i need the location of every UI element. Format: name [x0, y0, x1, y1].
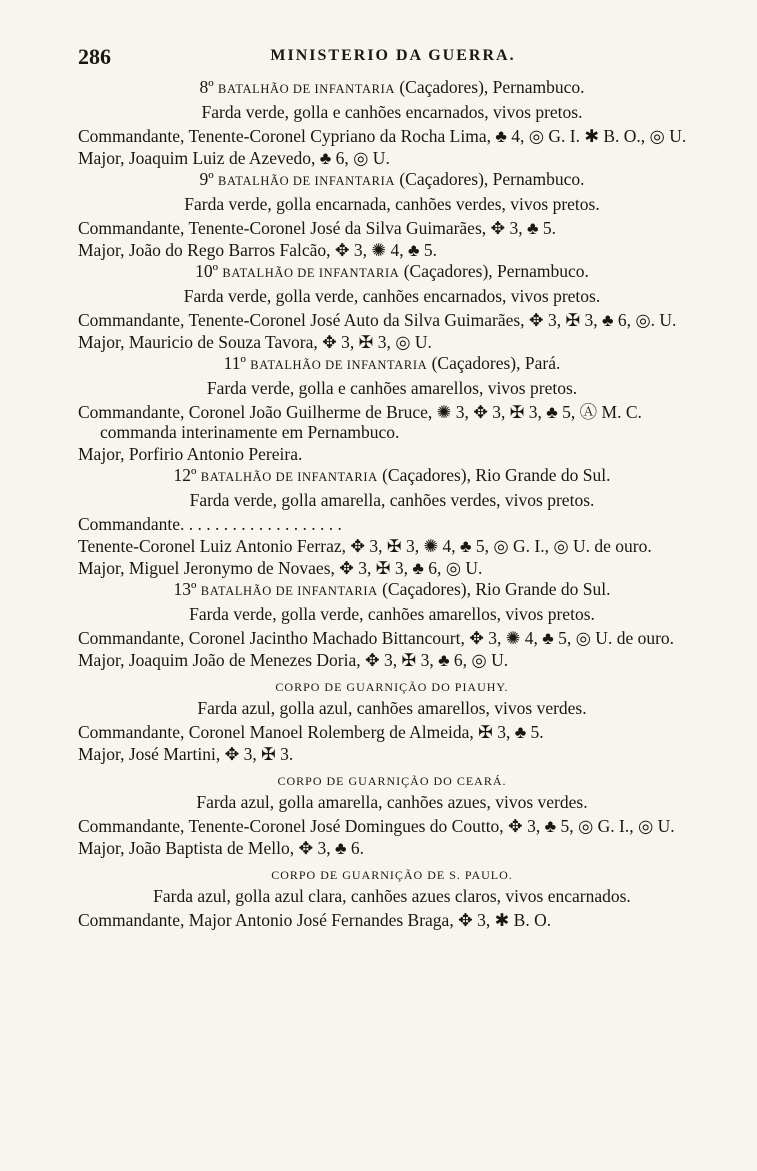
officer-entry: Major, Joaquim João de Menezes Doria, ✥ 3, ✠ 3, ♣ 6, ◎ U.	[78, 650, 509, 670]
battalion-section	[78, 352, 706, 464]
officer-entry: Commandante, Major Antonio José Fernandes Braga, ✥ 3, ✱ B. O.	[78, 910, 552, 930]
section-number: 12º	[173, 465, 197, 485]
section-title	[78, 168, 706, 193]
battalion-section	[78, 464, 706, 578]
battalion-section	[78, 168, 706, 260]
uniform-description: Farda verde, golla verde, canhões encarnados, vivos pretos.	[183, 286, 601, 306]
corps-section	[78, 771, 706, 858]
section-location: (Caçadores), Rio Grande do Sul.	[382, 465, 611, 485]
officer-entry: Commandante, Coronel Jacintho Machado Bittancourt, ✥ 3, ✺ 4, ♣ 5, ◎ U. de ouro.	[78, 628, 675, 648]
page-header	[78, 44, 708, 70]
corps-title: CORPO DE GUARNIÇÃO DO PIAUHY.	[275, 680, 509, 694]
officer-entry: Commandante, Tenente-Coronel José da Silva Guimarães, ✥ 3, ♣ 5.	[78, 218, 557, 238]
section-name: BATALHÃO DE INFANTARIA	[218, 174, 395, 188]
corps-title: CORPO DE GUARNIÇÃO DO CEARÁ.	[277, 774, 507, 788]
officer-entry: Commandante. . . . . . . . . . . . . . . . . . .	[78, 514, 342, 534]
officer-entry: Commandante, Tenente-Coronel José Domingues do Coutto, ✥ 3, ♣ 5, ◎ G. I., ◎ U.	[78, 816, 675, 836]
section-number: 8º	[199, 77, 214, 97]
officer-entry: Tenente-Coronel Luiz Antonio Ferraz, ✥ 3, ✠ 3, ✺ 4, ♣ 5, ◎ G. I., ◎ U. de ouro.	[78, 536, 652, 556]
section-number: 11º	[223, 353, 246, 373]
section-title	[78, 578, 706, 603]
officer-entry: Commandante, Coronel Manoel Rolemberg de Almeida, ✠ 3, ♣ 5.	[78, 722, 544, 742]
section-location: (Caçadores), Pernambuco.	[399, 169, 585, 189]
section-title	[78, 260, 706, 285]
battalion-section	[78, 578, 706, 670]
corps-section	[78, 677, 706, 764]
battalion-section	[78, 260, 706, 352]
running-title: MINISTERIO DA GUERRA.	[270, 47, 516, 64]
section-title	[78, 76, 706, 101]
section-name: BATALHÃO DE INFANTARIA	[222, 266, 400, 280]
officer-entry: Major, João do Rego Barros Falcão, ✥ 3, ✺ 4, ♣ 5.	[78, 240, 437, 260]
section-name: BATALHÃO DE INFANTARIA	[250, 358, 428, 372]
battalion-list	[78, 76, 706, 670]
section-name: BATALHÃO DE INFANTARIA	[200, 584, 378, 598]
officer-entry: Major, Miguel Jeronymo de Novaes, ✥ 3, ✠ 3, ♣ 6, ◎ U.	[78, 558, 483, 578]
officer-entry: Major, José Martini, ✥ 3, ✠ 3.	[78, 744, 294, 764]
section-location: (Caçadores), Rio Grande do Sul.	[382, 579, 611, 599]
uniform-description: Farda verde, golla verde, canhões amarellos, vivos pretos.	[189, 604, 595, 624]
corps-section	[78, 865, 706, 930]
page-number: 286	[78, 44, 111, 69]
officer-entry: Major, Mauricio de Souza Tavora, ✥ 3, ✠ 3, ◎ U.	[78, 332, 432, 352]
corps-title: CORPO DE GUARNIÇÃO DE S. PAULO.	[271, 868, 513, 882]
section-number: 13º	[173, 579, 197, 599]
section-title	[78, 352, 706, 377]
uniform-description: Farda azul, golla azul clara, canhões azues claros, vivos encarnados.	[153, 886, 631, 906]
uniform-description: Farda verde, golla encarnada, canhões verdes, vivos pretos.	[184, 194, 600, 214]
uniform-description: Farda verde, golla amarella, canhões verdes, vivos pretos.	[189, 490, 595, 510]
page-content	[78, 76, 706, 930]
section-number: 10º	[195, 261, 219, 281]
officer-entry: Major, Joaquim Luiz de Azevedo, ♣ 6, ◎ U.	[78, 148, 390, 168]
uniform-description: Farda verde, golla e canhões encarnados, vivos pretos.	[201, 102, 583, 122]
section-location: (Caçadores), Pernambuco.	[399, 77, 585, 97]
officer-entry: Major, Porfirio Antonio Pereira.	[78, 444, 303, 464]
officer-entry: Major, João Baptista de Mello, ✥ 3, ♣ 6.	[78, 838, 364, 858]
section-name: BATALHÃO DE INFANTARIA	[218, 82, 395, 96]
battalion-section	[78, 76, 706, 168]
section-number: 9º	[199, 169, 214, 189]
uniform-description: Farda azul, golla azul, canhões amarellos, vivos verdes.	[197, 698, 587, 718]
uniform-description: Farda azul, golla amarella, canhões azues, vivos verdes.	[196, 792, 588, 812]
officer-entry: Commandante, Tenente-Coronel José Auto da Silva Guimarães, ✥ 3, ✠ 3, ♣ 6, ◎. U.	[78, 310, 677, 330]
corps-list	[78, 677, 706, 930]
section-location: (Caçadores), Pará.	[431, 353, 561, 373]
section-title	[78, 464, 706, 489]
officer-entry: Commandante, Coronel João Guilherme de Bruce, ✺ 3, ✥ 3, ✠ 3, ♣ 5, Ⓐ M. C. commanda interinamente em Pernambuco.	[78, 402, 642, 442]
officer-entry: Commandante, Tenente-Coronel Cypriano da Rocha Lima, ♣ 4, ◎ G. I. ✱ B. O., ◎ U.	[78, 126, 687, 146]
uniform-description: Farda verde, golla e canhões amarellos, vivos pretos.	[206, 378, 578, 398]
section-name: BATALHÃO DE INFANTARIA	[200, 470, 378, 484]
section-location: (Caçadores), Pernambuco.	[403, 261, 589, 281]
